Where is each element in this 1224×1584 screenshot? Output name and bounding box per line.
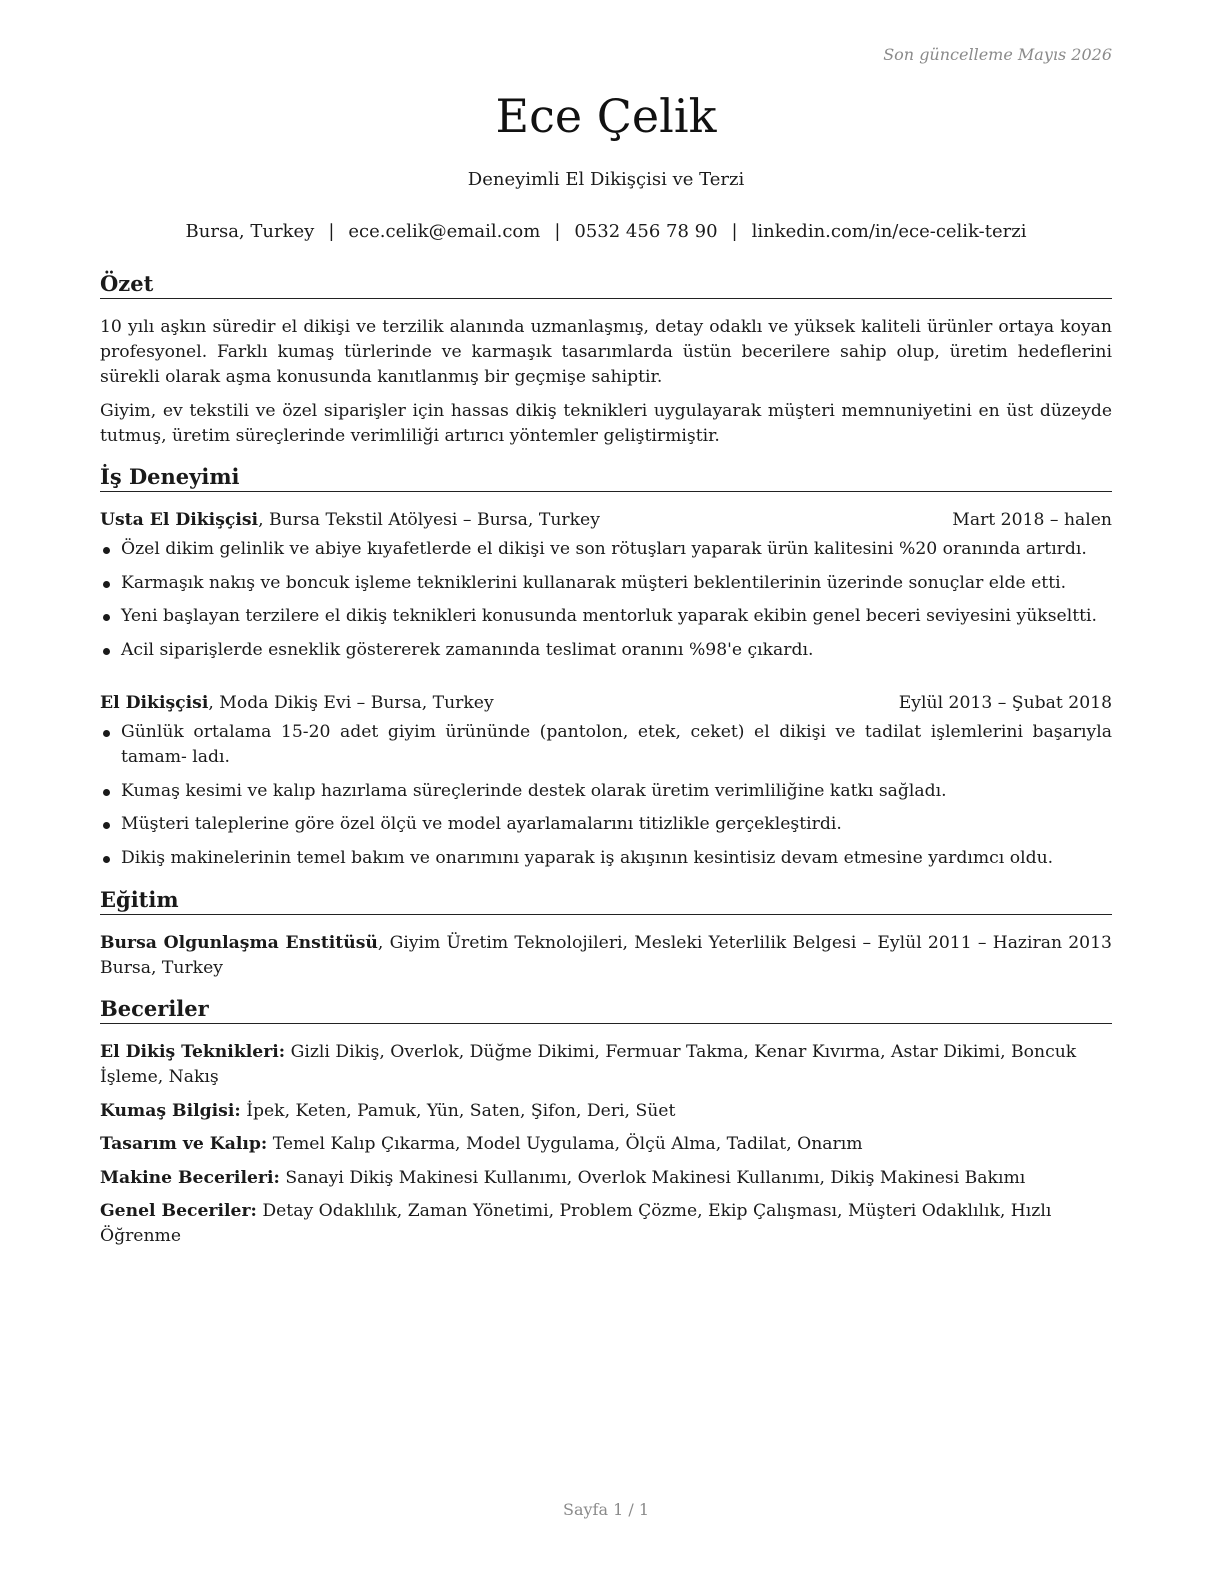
job-dates: Eylül 2013 – Şubat 2018 xyxy=(898,693,1112,713)
job-bullet: Dikiş makinelerinin temel bakım ve onarımını yaparak iş akışının kesintisiz devam etmesine yardımcı oldu. xyxy=(100,846,1112,871)
skill-group xyxy=(100,1199,1112,1249)
contact-separator: | xyxy=(554,221,561,242)
bullet-dot xyxy=(103,581,110,588)
job-bullets xyxy=(100,537,1112,671)
last-updated: Son güncelleme Mayıs 2026 xyxy=(883,45,1112,64)
resume-page xyxy=(100,0,1112,1584)
education-detail: , Giyim Üretim Teknolojileri, Mesleki Yeterlilik Belgesi – Eylül 2011 – Haziran 2013 Bursa, Turkey xyxy=(100,933,1112,978)
skill-label: Kumaş Bilgisi: xyxy=(100,1101,241,1121)
contact-separator: | xyxy=(328,221,335,242)
skill-label: Tasarım ve Kalıp: xyxy=(100,1134,268,1154)
skill-items: Detay Odaklılık, Zaman Yönetimi, Problem Çözme, Ekip Çalışması, Müşteri Odaklılık, Hızlı Öğrenme xyxy=(100,1201,1052,1246)
job-bullet: Yeni başlayan terzilere el dikiş teknikleri konusunda mentorluk yaparak ekibin genel beceri seviyesini yükseltti. xyxy=(100,604,1112,629)
bullet-dot xyxy=(103,730,110,737)
job-header xyxy=(100,508,1112,533)
contact-linkedin[interactable]: linkedin.com/in/ece-celik-terzi xyxy=(751,221,1027,242)
section-title-skills: Beceriler xyxy=(100,995,1112,1024)
section-title-education: Eğitim xyxy=(100,886,1112,915)
job-bullet: Müşteri taleplerine göre özel ölçü ve model ayarlamalarını titizlikle gerçekleştirdi. xyxy=(100,812,1112,837)
job-bullet: Karmaşık nakış ve boncuk işleme tekniklerini kullanarak müşteri beklentilerinin üzerinde sonuçlar elde etti. xyxy=(100,571,1112,596)
job-company: , Moda Dikiş Evi – Bursa, Turkey xyxy=(208,693,494,713)
job-bullet: Acil siparişlerde esneklik göstererek zamanında teslimat oranını %98'e çıkardı. xyxy=(100,638,1112,663)
job-bullets xyxy=(100,720,1112,879)
skill-group xyxy=(100,1166,1112,1191)
skill-items: İpek, Keten, Pamuk, Yün, Saten, Şifon, Deri, Süet xyxy=(240,1101,676,1121)
contact-line xyxy=(100,219,1112,245)
summary-paragraph: 10 yılı aşkın süredir el dikişi ve terzilik alanında uzmanlaşmış, detay odaklı ve yüksek kaliteli ürünler ortaya koyan profesyonel. Farklı kumaş türlerinde ve karmaşık tasarımlarda üstün becerilere sahip olup, üretim hedeflerini sürekli olarak aşma konusunda kanıtlanmış bir geçmişe sahiptir. xyxy=(100,317,1112,387)
bullet-dot xyxy=(103,547,110,554)
section-title-experience: İş Deneyimi xyxy=(100,463,1112,492)
contact-phone: 0532 456 78 90 xyxy=(574,221,718,242)
skill-group xyxy=(100,1099,1112,1124)
skill-label: El Dikiş Teknikleri: xyxy=(100,1042,286,1062)
section-title-summary: Özet xyxy=(100,270,1112,299)
bullet-dot xyxy=(103,648,110,655)
person-name: Ece Çelik xyxy=(495,89,717,143)
skill-label: Genel Beceriler: xyxy=(100,1201,257,1221)
education-entry xyxy=(100,931,1112,981)
job-role: Usta El Dikişçisi xyxy=(100,510,259,530)
skill-group xyxy=(100,1040,1112,1090)
bullet-dot xyxy=(103,789,110,796)
skill-group xyxy=(100,1132,1112,1157)
page-number: Sayfa 1 / 1 xyxy=(562,1500,649,1519)
contact-separator: | xyxy=(731,221,738,242)
job-header xyxy=(100,691,1112,716)
bullet-dot xyxy=(103,822,110,829)
job-company: , Bursa Tekstil Atölyesi – Bursa, Turkey xyxy=(258,510,600,530)
bullet-dot xyxy=(103,856,110,863)
job-dates: Mart 2018 – halen xyxy=(952,510,1112,530)
headline: Deneyimli El Dikişçisi ve Terzi xyxy=(467,169,745,190)
job-role: El Dikişçisi xyxy=(100,693,209,713)
job-bullet: Kumaş kesimi ve kalıp hazırlama süreçlerinde destek olarak üretim verimliliğine katkı sağladı. xyxy=(100,779,1112,804)
contact-email[interactable]: ece.celik@email.com xyxy=(348,221,541,242)
skill-label: Makine Becerileri: xyxy=(100,1168,280,1188)
skill-items: Gizli Dikiş, Overlok, Düğme Dikimi, Fermuar Takma, Kenar Kıvırma, Astar Dikimi, Boncuk İşleme, Nakış xyxy=(100,1042,1077,1087)
bullet-dot xyxy=(103,614,110,621)
contact-location: Bursa, Turkey xyxy=(185,221,315,242)
skill-items: Sanayi Dikiş Makinesi Kullanımı, Overlok Makinesi Kullanımı, Dikiş Makinesi Bakımı xyxy=(279,1168,1026,1188)
summary-paragraph: Giyim, ev tekstili ve özel siparişler için hassas dikiş teknikleri uygulayarak müşteri memnuniyetini en üst düzeyde tutmuş, üretim süreçlerinde verimliliği artırıcı yöntemler geliştirmiştir. xyxy=(100,401,1112,446)
job-bullet: Özel dikim gelinlik ve abiye kıyafetlerde el dikişi ve son rötuşları yaparak ürün kalitesini %20 oranında artırdı. xyxy=(100,537,1112,562)
skill-items: Temel Kalıp Çıkarma, Model Uygulama, Ölçü Alma, Tadilat, Onarım xyxy=(267,1134,863,1154)
education-school: Bursa Olgunlaşma Enstitüsü xyxy=(100,933,378,953)
job-bullet: Günlük ortalama 15-20 adet giyim ürününde (pantolon, etek, ceket) el dikişi ve tadilat işlemlerini başarıyla tamam- ladı. xyxy=(100,720,1112,770)
